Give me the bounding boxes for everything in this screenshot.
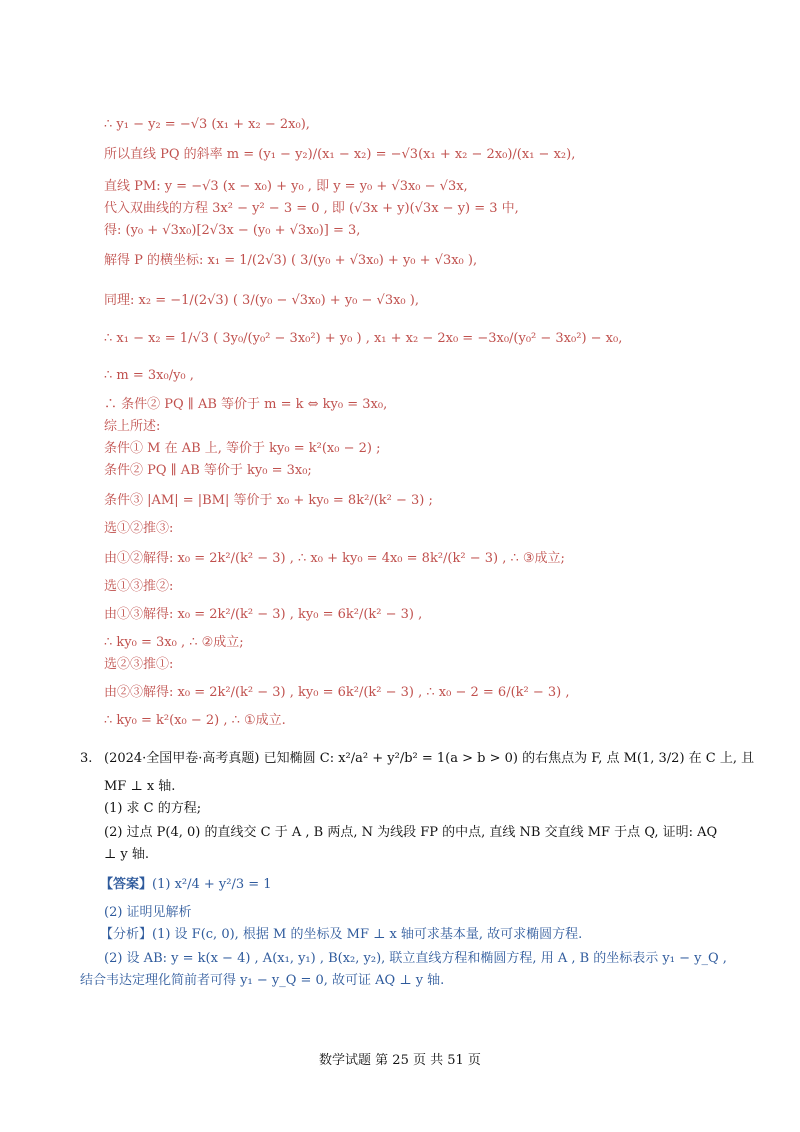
solution-line: 由②③解得: x₀ = 2k²/(k² − 3) , ky₀ = 6k²/(k² − 3) , ∴ x₀ − 2 = 6/(k² − 3) , bbox=[104, 685, 570, 700]
solution-line: 解得 P 的横坐标: x₁ = 1/(2√3) ( 3/(y₀ + √3x₀) + y₀ + √3x₀ ), bbox=[104, 253, 478, 268]
solution-line: 条件② PQ ∥ AB 等价于 ky₀ = 3x₀; bbox=[104, 463, 312, 478]
question-number: 3. bbox=[80, 751, 93, 766]
answer-part-1: (1) x²/4 + y²/3 = 1 bbox=[152, 877, 272, 892]
solution-line: 选①③推②: bbox=[104, 579, 174, 594]
solution-line: 得: (y₀ + √3x₀)[2√3x − (y₀ + √3x₀)] = 3, bbox=[104, 223, 361, 238]
question-part-2: (2) 过点 P(4, 0) 的直线交 C 于 A , B 两点, N 为线段 FP 的中点, 直线 NB 交直线 MF 于点 Q, 证明: AQ bbox=[104, 825, 718, 840]
solution-line: ∴ ky₀ = 3x₀ , ∴ ②成立; bbox=[104, 635, 244, 650]
solution-line: 同理: x₂ = −1/(2√3) ( 3/(y₀ − √3x₀) + y₀ − √3x₀ ), bbox=[104, 293, 419, 308]
solution-line: 代入双曲线的方程 3x² − y² − 3 = 0 , 即 (√3x + y)(√3x − y) = 3 中, bbox=[104, 201, 519, 216]
solution-line: 条件③ |AM| = |BM| 等价于 x₀ + ky₀ = 8k²/(k² − 3) ; bbox=[104, 493, 433, 508]
analysis-line: (2) 设 AB: y = k(x − 4) , A(x₁, y₁) , B(x₂, y₂), 联立直线方程和椭圆方程, 用 A , B 的坐标表示 y₁ − y_Q , bbox=[104, 951, 727, 966]
solution-line: 由①②解得: x₀ = 2k²/(k² − 3) , ∴ x₀ + ky₀ = 4x₀ = 8k²/(k² − 3) , ∴ ③成立; bbox=[104, 551, 565, 566]
solution-line: 选①②推③: bbox=[104, 521, 174, 536]
solution-line: 直线 PM: y = −√3 (x − x₀) + y₀ , 即 y = y₀ + √3x₀ − √3x, bbox=[104, 179, 468, 194]
page-footer: 数学试题 第 25 页 共 51 页 bbox=[319, 1053, 481, 1068]
solution-line: ∴ x₁ − x₂ = 1/√3 ( 3y₀/(y₀² − 3x₀²) + y₀ ) , x₁ + x₂ − 2x₀ = −3x₀/(y₀² − 3x₀²) − x₀, bbox=[104, 331, 623, 346]
question-part-1: (1) 求 C 的方程; bbox=[104, 801, 202, 816]
solution-line: 条件① M 在 AB 上, 等价于 ky₀ = k²(x₀ − 2) ; bbox=[104, 441, 381, 456]
question-part-2: ⊥ y 轴. bbox=[104, 847, 149, 862]
solution-line: 由①③解得: x₀ = 2k²/(k² − 3) , ky₀ = 6k²/(k² − 3) , bbox=[104, 607, 423, 622]
solution-line: ∴ y₁ − y₂ = −√3 (x₁ + x₂ − 2x₀), bbox=[104, 117, 310, 132]
solution-line: ∴ 条件② PQ ∥ AB 等价于 m = k ⇔ ky₀ = 3x₀, bbox=[104, 397, 388, 412]
question-text: MF ⊥ x 轴. bbox=[104, 779, 176, 794]
question-text: (2024·全国甲卷·高考真题) 已知椭圆 C: x²/a² + y²/b² = 1(a > b > 0) 的右焦点为 F, 点 M(1, 3/2) 在 C 上, 且 bbox=[104, 751, 755, 766]
analysis-line: 【分析】(1) 设 F(c, 0), 根据 M 的坐标及 MF ⊥ x 轴可求基本量, 故可求椭圆方程. bbox=[100, 927, 583, 942]
analysis-line: 结合韦达定理化简前者可得 y₁ − y_Q = 0, 故可证 AQ ⊥ y 轴. bbox=[80, 973, 445, 988]
solution-line: 所以直线 PQ 的斜率 m = (y₁ − y₂)/(x₁ − x₂) = −√3(x₁ + x₂ − 2x₀)/(x₁ − x₂), bbox=[104, 147, 576, 162]
answer-line bbox=[100, 876, 272, 894]
solution-line: 选②③推①: bbox=[104, 657, 174, 672]
answer-part-2: (2) 证明见解析 bbox=[104, 905, 192, 920]
solution-line: 综上所述: bbox=[104, 419, 161, 434]
solution-line: ∴ ky₀ = k²(x₀ − 2) , ∴ ①成立. bbox=[104, 713, 286, 728]
solution-line: ∴ m = 3x₀/y₀ , bbox=[104, 368, 194, 383]
answer-tag: 【答案】 bbox=[100, 877, 153, 892]
